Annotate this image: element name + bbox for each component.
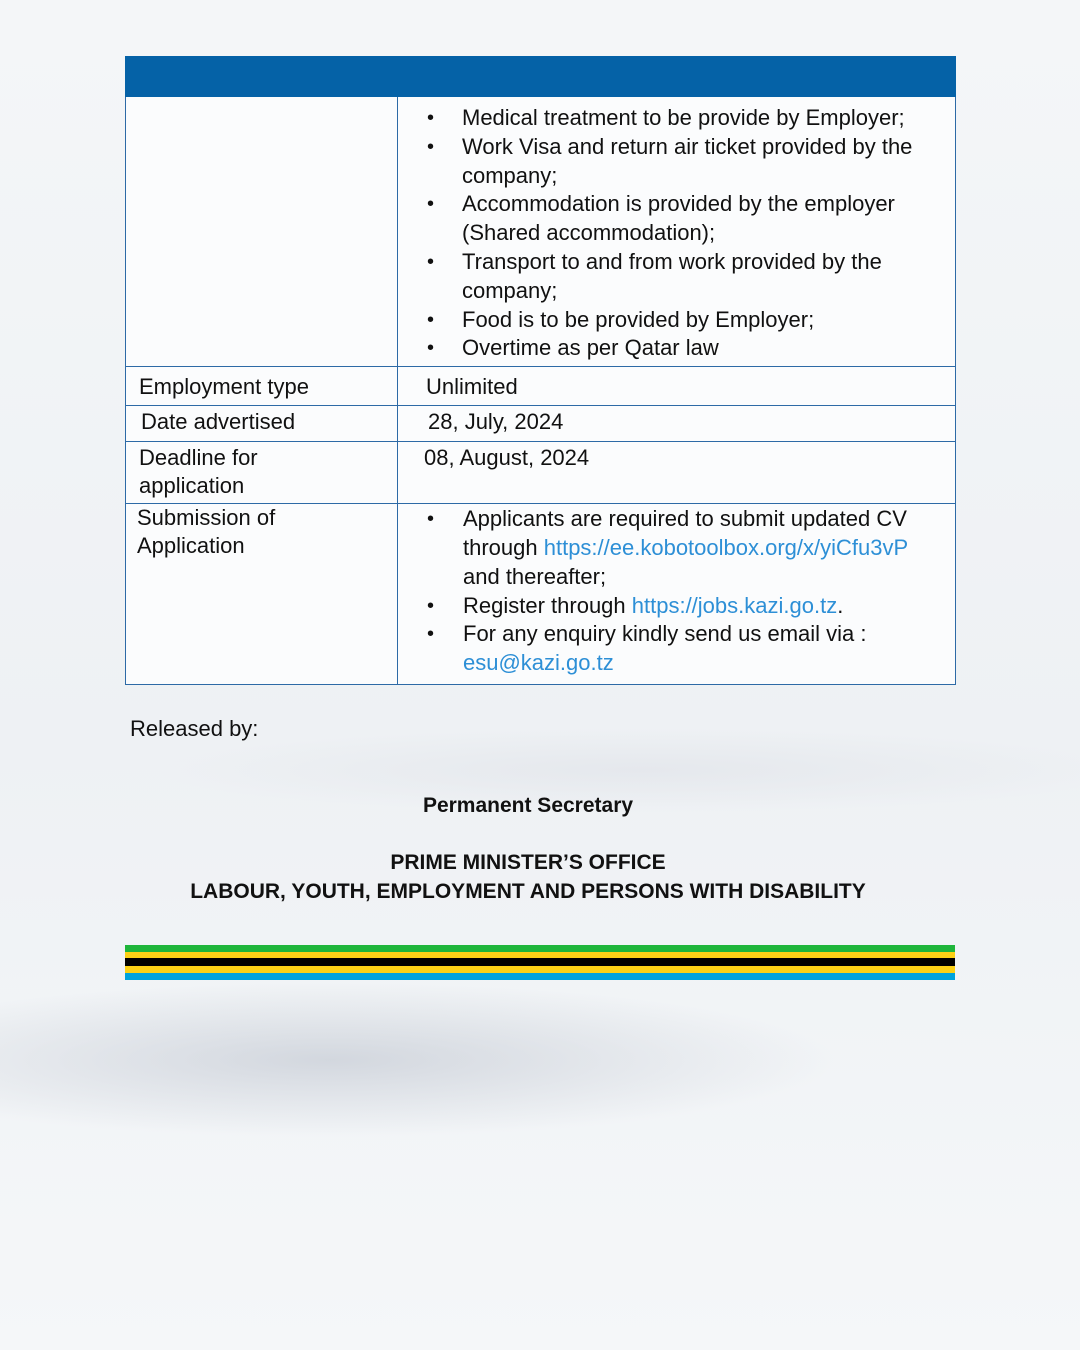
table-header-bar — [126, 57, 956, 97]
enquiry-email-link[interactable]: esu@kazi.go.tz — [463, 650, 614, 676]
deadline-value: 08, August, 2024 — [398, 442, 956, 504]
date-advertised-value: 28, July, 2024 — [398, 406, 956, 442]
job-details-table — [125, 56, 956, 685]
flag-black-stripe — [125, 958, 955, 966]
submission-item1-text: Applicants are required to submit updated CV through — [463, 506, 907, 560]
list-item: • Overtime as per Qatar law — [427, 334, 944, 363]
flag-yellow-stripe-bottom — [125, 966, 955, 973]
flag-green-stripe — [125, 945, 955, 952]
submission-label-line2: Application — [137, 533, 245, 559]
table-row-date-advertised — [126, 406, 956, 442]
submission-label — [126, 504, 398, 685]
table-row-deadline — [126, 442, 956, 504]
submission-list — [399, 505, 954, 680]
list-item: • Food is to be provided by Employer; — [427, 306, 944, 335]
employment-type-value: Unlimited — [398, 367, 956, 406]
list-item — [427, 505, 940, 591]
benefits-value-cell — [398, 97, 956, 367]
employment-type-label: Employment type — [126, 367, 398, 406]
list-item: • Transport to and from work provided by the company; — [427, 248, 944, 306]
date-advertised-label: Date advertised — [126, 406, 398, 442]
deadline-label-line2: application — [139, 473, 245, 499]
office-name-line1: PRIME MINISTER’S OFFICE — [390, 851, 666, 874]
list-item: • Work Visa and return air ticket provided by the company; — [427, 133, 944, 191]
table-row-submission — [126, 504, 956, 685]
kobotoolbox-link[interactable]: https://ee.kobotoolbox.org/x/yiCfu3vP — [543, 534, 908, 560]
signatory-title: Permanent Secretary — [422, 794, 634, 817]
deadline-label-line1: Deadline for — [139, 445, 258, 471]
deadline-label — [126, 442, 398, 504]
submission-item1-suffix: and thereafter; — [463, 563, 607, 589]
list-item — [427, 620, 940, 678]
submission-value-cell — [398, 504, 956, 685]
list-item: • Medical treatment to be provide by Employer; — [427, 104, 944, 133]
table-row-employment-type — [126, 367, 956, 406]
submission-item3-text: For any enquiry kindly send us email via : — [463, 621, 867, 647]
benefits-list — [399, 98, 954, 365]
list-item — [427, 592, 940, 621]
released-by-label: Released by: — [130, 716, 259, 741]
flag-blue-stripe — [125, 973, 955, 980]
submission-item2-suffix: . — [837, 592, 844, 618]
office-name-line2: LABOUR, YOUTH, EMPLOYMENT AND PERSONS WITH DISABILITY — [190, 880, 866, 903]
national-flag-stripe — [125, 945, 955, 980]
benefits-label-cell — [126, 97, 398, 367]
jobs-kazi-link[interactable]: https://jobs.kazi.go.tz — [631, 592, 838, 618]
submission-label-line1: Submission of — [137, 505, 276, 531]
submission-item2-text: Register through — [463, 592, 632, 618]
table-row-benefits — [126, 97, 956, 367]
list-item: • Accommodation is provided by the employer (Shared accommodation); — [427, 190, 944, 248]
